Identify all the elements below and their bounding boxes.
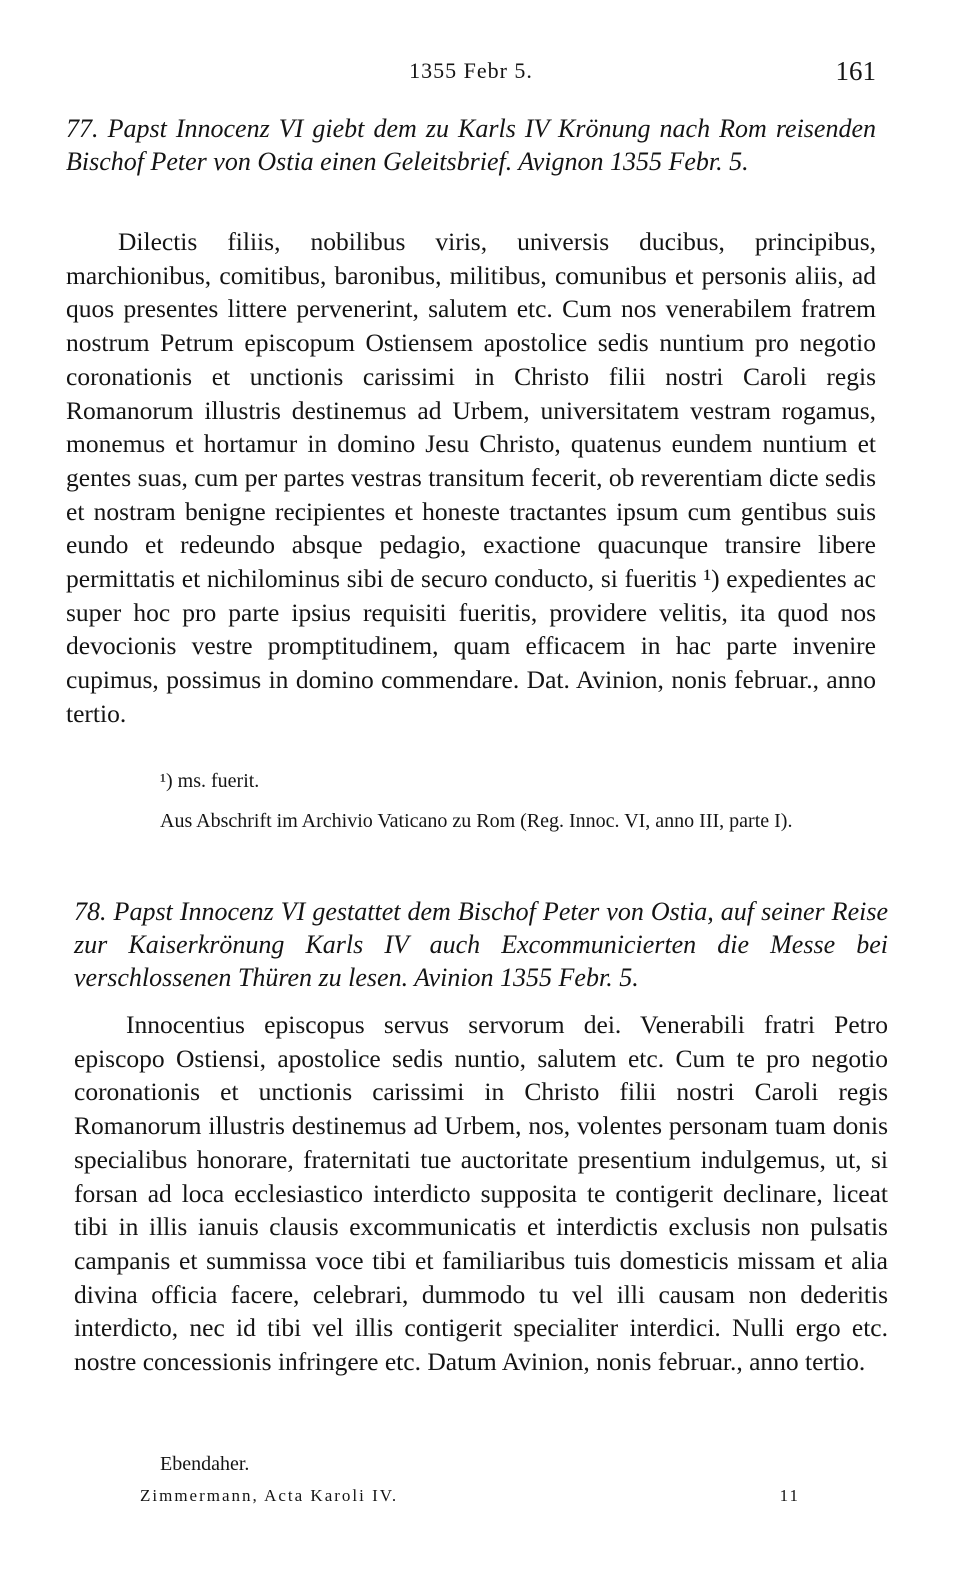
entry-78-heading: 78. Papst Innocenz VI gestattet dem Bischof Peter von Ostia, auf seiner Reise zur Kaiserkrönung Karls IV auch Excommunicierten die Messe bei verschlossenen Thüren zu lesen. Avinion 1355 Febr. 5. xyxy=(74,897,888,992)
page-header xyxy=(66,54,876,94)
signature-left: Zimmermann, Acta Karoli IV. xyxy=(140,1486,399,1505)
entry-78-text: Innocentius episcopus servus servorum dei. Venerabili fratri Petro episcopo Ostiensi, apostolice sedis nuntio, salutem etc. Cum te pro negotio coronationis et unctionis carissimi in Christo filii nostri Caroli regis Romanorum illustris destinemus ad Urbem, nos, volentes personam tuam donis specialibus honorare, fraternitati tue auctoritate presentium indulgemus, ut, si forsan ad loca ecclesiastico interdicto supposita te contigerit declinare, liceat tibi in illis ianuis clausis excommunicatis et interdictis exclusis non pulsatis campanis et summissa voce tibi et familiaribus tuis domesticis missam et alia divina officia facere, celebrari, dummodo tu vel illi causam non dederitis interdicto, nec id tibi vel illis contigerit specialiter interdici. Nulli ergo etc. nostre concessionis infringere etc. Datum Avinion, nonis februar., anno tertio. xyxy=(74,1010,888,1377)
entry-77-source: Aus Abschrift im Archivio Vaticano zu Rom (Reg. Innoc. VI, anno III, parte I). xyxy=(160,810,793,832)
running-head: 1355 Febr 5. xyxy=(409,58,533,83)
page-number: 161 xyxy=(835,56,876,86)
printer-signature xyxy=(140,1486,800,1510)
entry-77-footnote: ¹) ms. fuerit. xyxy=(160,770,260,792)
entry-78-source: Ebendaher. xyxy=(160,1453,250,1475)
entry-77-heading: 77. Papst Innocenz VI giebt dem zu Karls IV Krönung nach Rom reisenden Bischof Peter von Ostia einen Geleitsbrief. Avignon 1355 Febr. 5. xyxy=(66,114,876,176)
entry-77-text: Dilectis filiis, nobilibus viris, universis ducibus, principibus, marchionibus, comitibus, baronibus, militibus, comunibus et personis aliis, ad quos presentes littere pervenerint, salutem etc. Cum nos venerabilem fratrem nostrum Petrum episcopum Ostiensem apostolice sedis nuntium pro negotio coronationis et unctionis carissimi in Christo filii nostri Caroli regis Romanorum illustris destinemus ad Urbem, universitatem vestram rogamus, monemus et hortamur in domino Jesu Christo, quatenus eundem nuntium et gentes suas, cum per partes vestras transitum fecerit, ob reverentiam dicte sedis et nostram benigne recipientes et honeste tractantes ipsum cum gentibus suis eundo et redeundo absque pedagio, exactione quacunque transire libere permittatis et nichilominus sibi de securo conducto, si fueritis ¹) expedientes ac super hoc pro parte ipsius requisiti fueritis, providere velitis, ita quod nos devocionis vestre promptitudinem, quam efficacem in hac parte invenire cupimus, possimus in domino commendare. Dat. Avinion, nonis februar., anno tertio. xyxy=(66,227,876,728)
signature-right: 11 xyxy=(779,1486,800,1505)
